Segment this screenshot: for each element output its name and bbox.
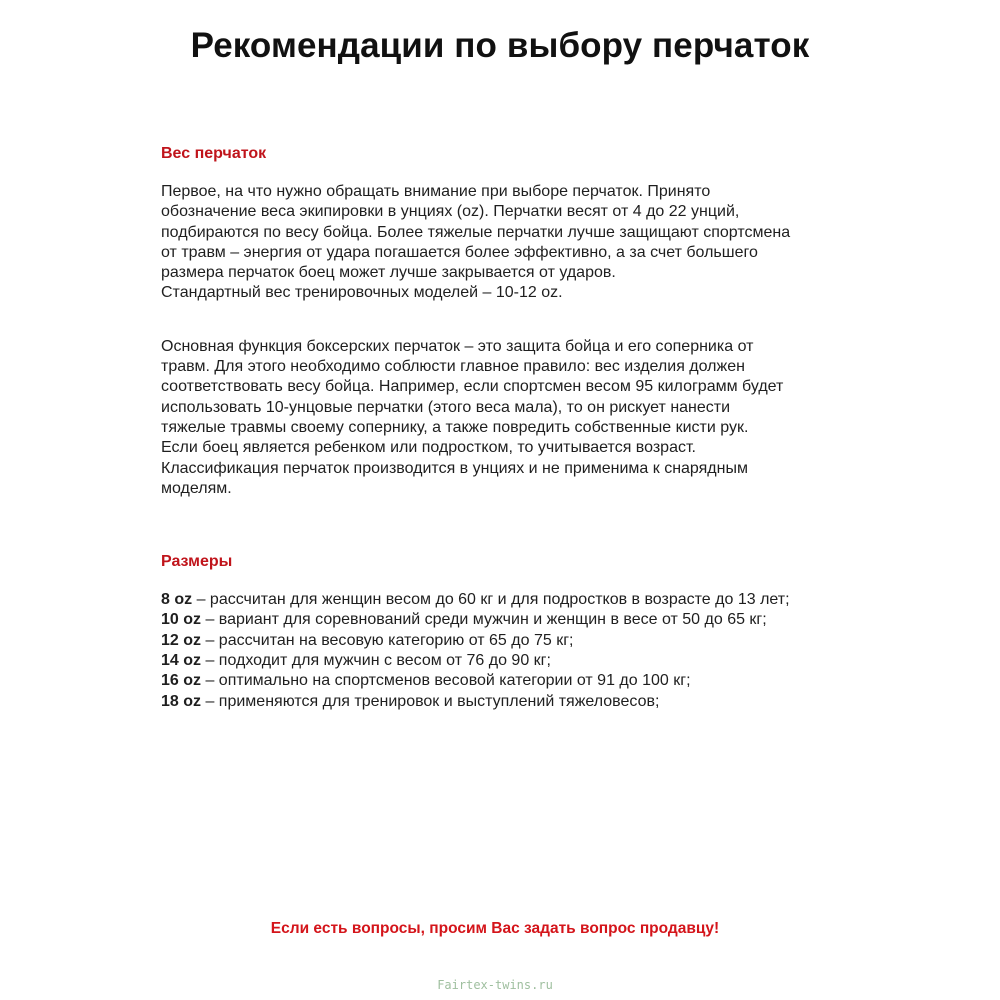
size-description: – рассчитан на весовую категорию от 65 до 75 кг; [201, 631, 574, 649]
size-label: 16 oz [161, 672, 202, 690]
size-description: – оптимально на спортсменов весовой категории от 91 до 100 кг; [201, 672, 691, 690]
size-label: 8 oz [161, 591, 193, 609]
size-description: – рассчитан для женщин весом до 60 кг и для подростков в возрасте до 13 лет; [192, 591, 790, 609]
list-item [161, 610, 861, 630]
sizes-list [161, 590, 861, 712]
weight-section-heading: Вес перчаток [161, 145, 267, 162]
page-title: Рекомендации по выбору перчаток [190, 26, 810, 65]
size-label: 10 oz [161, 611, 202, 629]
sizes-section-heading: Размеры [161, 553, 233, 571]
size-description: – применяются для тренировок и выступлений тяжеловесов; [201, 692, 660, 710]
list-item [161, 692, 861, 712]
weight-paragraph-2: Основная функция боксерских перчаток – это защита бойца и его соперника от травм. Для этого необходимо соблюсти главное правило: вес изделия должен соответствовать весу бойца. Например, если спортсмен весом 95 килограмм будет использовать 10-унцовые перчатки (этого веса мала), то он рискует нанести тяжелые травмы своему сопернику, а также повредить собственные кисти рук. Если боец является ребенком или подростком, то учитывается возраст. Классификация перчаток производится в унциях и не применима к снарядным моделям. [161, 337, 784, 497]
seller-question-note: Если есть вопросы, просим Вас задать вопрос продавцу! [270, 920, 720, 937]
size-description: – вариант для соревнований среди мужчин и женщин в весе от 50 до 65 кг; [201, 611, 767, 629]
size-label: 14 oz [161, 652, 202, 670]
list-item [161, 631, 861, 651]
size-label: 12 oz [161, 631, 202, 649]
list-item [161, 651, 861, 671]
size-description: – подходит для мужчин с весом от 76 до 90 кг; [201, 652, 551, 670]
site-watermark: Fairtex-twins.ru [437, 978, 553, 992]
list-item [161, 590, 861, 610]
content-body [161, 144, 861, 712]
weight-paragraph-1: Первое, на что нужно обращать внимание при выборе перчаток. Принято обозначение веса экипировки в унциях (oz). Перчатки весят от 4 до 22 унций, подбираются по весу бойца. Более тяжелые перчатки лучше защищают спортсмена от травм – энергия от удара погашается более эффективно, а за счет большего размера перчаток боец может лучше закрывается от ударов. Стандартный вес тренировочных моделей – 10-12 oz. [161, 183, 791, 302]
size-label: 18 oz [161, 692, 202, 710]
list-item [161, 671, 861, 691]
